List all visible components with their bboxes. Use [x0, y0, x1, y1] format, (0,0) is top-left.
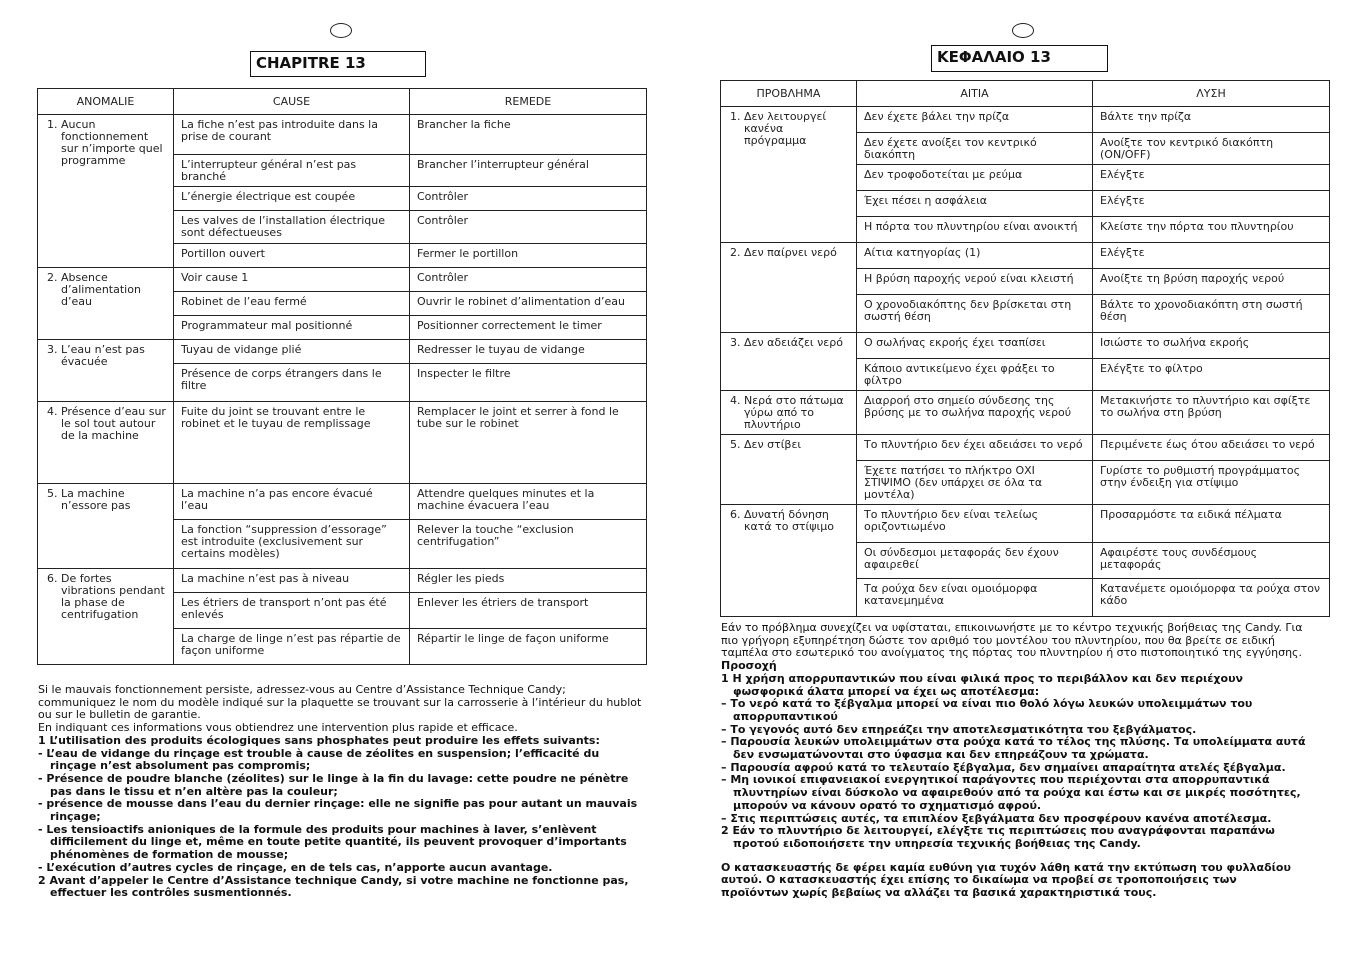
problem-cell — [38, 340, 174, 402]
note-paragraph: – Παρουσία αφρού κατά το τελευταίο ξέβγαλμα, δεν σημαίνει απαραίτητα ατελές ξέβγαλμα. — [721, 760, 1286, 774]
problem-cell — [38, 402, 174, 484]
cause-cell: Fuite du joint se trouvant entre le robinet et le tuyau de remplissage — [174, 402, 410, 484]
remedy-cell: Ελέγξτε — [1093, 191, 1330, 217]
cause-cell: Ο χρονοδιακόπτης δεν βρίσκεται στη σωστή θέση — [857, 295, 1093, 333]
notes-section — [38, 684, 642, 900]
page-number-oval — [1012, 23, 1034, 38]
cause-cell: Έχετε πατήσει το πλήκτρο ΟΧΙ ΣΤΙΨΙΜΟ (δεν υπάρχει σε όλα τα μοντέλα) — [857, 461, 1093, 505]
remedy-cell: Inspecter le filtre — [410, 364, 647, 402]
cause-cell: Portillon ouvert — [174, 244, 410, 268]
remedy-cell: Ελέγξτε — [1093, 165, 1330, 191]
column-header-cause: ΑΙΤΙΑ — [857, 81, 1093, 107]
cause-cell: Tuyau de vidange plié — [174, 340, 410, 364]
table-row — [38, 484, 647, 520]
remedy-cell: Βάλτε την πρίζα — [1093, 107, 1330, 133]
cause-cell: Les valves de l’installation électrique sont défectueuses — [174, 211, 410, 244]
note-paragraph: 1 Η χρήση απορρυπαντικών που είναι φιλικά προς το περιβάλλον και δεν περιέχουν φωσφορικά άλατα μπορεί να έχει ως αποτέλεσμα: — [721, 671, 1244, 698]
problem-label: 5. Δεν στίβει — [730, 438, 802, 451]
table-row — [38, 569, 647, 593]
cause-cell: Présence de corps étrangers dans le filtre — [174, 364, 410, 402]
cause-cell: Les étriers de transport n’ont pas été enlevés — [174, 593, 410, 629]
problem-cell — [721, 107, 857, 243]
remedy-cell: Attendre quelques minutes et la machine évacuera l’eau — [410, 484, 647, 520]
note-paragraph: 1 L’utilisation des produits écologiques sans phosphates peut produire les effets suivants: — [38, 733, 600, 747]
remedy-cell: Positionner correctement le timer — [410, 316, 647, 340]
cause-cell: La fiche n’est pas introduite dans la prise de courant — [174, 115, 410, 155]
problem-cell — [38, 569, 174, 665]
remedy-cell: Ελέγξτε — [1093, 243, 1330, 269]
cause-cell: Αίτια κατηγορίας (1) — [857, 243, 1093, 269]
table-row — [721, 333, 1330, 359]
table-row — [721, 391, 1330, 435]
remedy-cell: Προσαρμόστε τα ειδικά πέλματα — [1093, 505, 1330, 543]
problem-cell — [38, 484, 174, 569]
remedy-cell: Remplacer le joint et serrer à fond le tube sur le robinet — [410, 402, 647, 484]
problem-cell — [721, 243, 857, 333]
cause-cell: Δεν τροφοδοτείται με ρεύμα — [857, 165, 1093, 191]
table-row — [721, 107, 1330, 133]
note-paragraph: – Στις περιπτώσεις αυτές, τα επιπλέον ξεβγάλματα δεν προσφέρουν κανένα αποτέλεσμα. — [721, 811, 1272, 825]
column-header-problem: ANOMALIE — [38, 89, 174, 115]
cause-cell: Robinet de l’eau fermé — [174, 292, 410, 316]
table-row — [38, 115, 647, 155]
table-row — [721, 435, 1330, 461]
remedy-cell: Répartir le linge de façon uniforme — [410, 629, 647, 665]
note-paragraph: Ο κατασκευαστής δε φέρει καμία ευθύνη για τυχόν λάθη κατά την εκτύπωση του φυλλαδίου αυτού. Ο κατασκευαστής έχει επίσης το δικαίωμα να προβεί σε τροποποιήσεις των προϊόντων χωρίς βεβαίως να αλλάζει τα βασικά χαρακτηριστικά τους. — [721, 860, 1291, 900]
remedy-cell: Régler les pieds — [410, 569, 647, 593]
problem-label: 4. Νερά στο πάτωμα γύρω από το πλυντήριο — [730, 394, 844, 431]
note-paragraph: - présence de mousse dans l’eau du dernier rinçage: elle ne signifie pas pour autant un mauvais rinçage; — [38, 797, 638, 824]
problem-label: 5. La machine n’essore pas — [47, 487, 131, 512]
problem-label: 2. Δεν παίρνει νερό — [730, 246, 837, 259]
cause-cell: Το πλυντήριο δεν είναι τελείως οριζοντιωμένο — [857, 505, 1093, 543]
remedy-cell: Γυρίστε το ρυθμιστή προγράμματος στην ένδειξη για στίψιμο — [1093, 461, 1330, 505]
table-row — [38, 402, 647, 484]
note-paragraph: – Μη ιονικοί επιφανειακοί ενεργητικοί παράγοντες που περιέχονται στα απορρυπαντικά πλυντηρίων είναι δύσκολο να αφαιρεθούν από τα ρούχα και έστω και σε μικρές ποσότητες, μπορούν να κάνουν ορατό το σχηματισμό αφρού. — [721, 773, 1301, 812]
page-number-oval — [330, 23, 352, 38]
problem-cell — [721, 333, 857, 391]
cause-cell: La charge de linge n’est pas répartie de façon uniforme — [174, 629, 410, 665]
problem-label: 1. Aucun fonctionnement sur n’importe quel programme — [47, 118, 163, 167]
remedy-cell: Κλείστε την πόρτα του πλυντηρίου — [1093, 217, 1330, 243]
cause-cell: Ο σωλήνας εκροής έχει τσαπίσει — [857, 333, 1093, 359]
spacer — [721, 851, 1307, 862]
cause-cell: La fonction “suppression d’essorage” est introduite (exclusivement sur certains modèles) — [174, 520, 410, 569]
cause-cell: La machine n’a pas encore évacué l’eau — [174, 484, 410, 520]
cause-cell: Έχει πέσει η ασφάλεια — [857, 191, 1093, 217]
remedy-cell: Μετακινήστε το πλυντήριο και σφίξτε το σωλήνα στη βρύση — [1093, 391, 1330, 435]
cause-cell: Η βρύση παροχής νερού είναι κλειστή — [857, 269, 1093, 295]
cause-cell: Το πλυντήριο δεν έχει αδειάσει το νερό — [857, 435, 1093, 461]
problem-label: 3. L’eau n’est pas évacuée — [47, 343, 145, 368]
problem-label: 3. Δεν αδειάζει νερό — [730, 336, 843, 349]
note-paragraph: 2 Εάν το πλυντήριο δε λειτουργεί, ελέγξτε τις περιπτώσεις που αναγράφονται παραπάνω προτού ειδοποιήσετε την υπηρεσία τεχνικής βοήθειας της Candy. — [721, 824, 1275, 850]
problem-label: 4. Présence d’eau sur le sol tout autour de la machine — [47, 405, 166, 442]
remedy-cell: Ανοίξτε τη βρύση παροχής νερού — [1093, 269, 1330, 295]
remedy-cell: Fermer le portillon — [410, 244, 647, 268]
remedy-cell: Βάλτε το χρονοδιακόπτη στη σωστή θέση — [1093, 295, 1330, 333]
cause-cell: Η πόρτα του πλυντηρίου είναι ανοικτή — [857, 217, 1093, 243]
note-paragraph: Εάν το πρόβλημα συνεχίζει να υφίσταται, επικοινωνήστε με το κέντρο τεχνικής βοήθειας της Candy. Για πιο γρήγορη εξυπηρέτηση δώστε τον αριθμό του μοντέλου του πλυντηρίου, που θα βρείτε σε ειδική ταμπέλα στο εσωτερικό του ανοίγματος της πόρτας του πλυντηρίου ή στο πιστοποιητικό της εγγύησης. — [721, 621, 1303, 660]
remedy-cell: Enlever les étriers de transport — [410, 593, 647, 629]
column-header-remedy: ΛΥΣΗ — [1093, 81, 1330, 107]
cause-cell: Κάποιο αντικείμενο έχει φράξει το φίλτρο — [857, 359, 1093, 391]
remedy-cell: Contrôler — [410, 211, 647, 244]
problem-cell — [38, 268, 174, 340]
note-paragraph: Προσοχή — [721, 659, 777, 673]
table-row — [721, 243, 1330, 269]
chapter-title: CHAPITRE 13 — [250, 51, 426, 77]
note-paragraph: 2 Avant d’appeler le Centre d’Assistance technique Candy, si votre machine ne fonctionne pas, effectuer les contrôles susmentionnés. — [38, 873, 629, 900]
table-row — [721, 505, 1330, 543]
remedy-cell: Relever la touche “exclusion centrifugation” — [410, 520, 647, 569]
remedy-cell: Αφαιρέστε τους συνδέσμους μεταφοράς — [1093, 543, 1330, 579]
note-paragraph: - Les tensioactifs anioniques de la formule des produits pour machines à laver, s’enlèvent difficilement du linge et, même en toute petite quantité, ils peuvent provoquer d’importants phénomènes de formation de mousse; — [38, 822, 627, 862]
problem-cell — [721, 435, 857, 505]
cause-cell: Οι σύνδεσμοι μεταφοράς δεν έχουν αφαιρεθεί — [857, 543, 1093, 579]
problem-label: 6. Δυνατή δόνηση κατά το στίψιμο — [730, 508, 834, 533]
table-row — [38, 340, 647, 364]
note-paragraph: - L’eau de vidange du rinçage est trouble à cause de zéolites en suspension; l’efficacité du rinçage n’est absolument pas compromis; — [38, 746, 600, 773]
column-header-remedy: REMEDE — [410, 89, 647, 115]
column-header-problem: ΠΡΟΒΛΗΜΑ — [721, 81, 857, 107]
note-paragraph: – Παρουσία λευκών υπολειμμάτων στα ρούχα κατά το τέλος της πλύσης. Τα υπολείμματα αυτά δεν ενσωματώνονται στο ύφασμα και δεν επηρεάζουν τα χρώματα. — [721, 735, 1306, 762]
problem-label: 1. Δεν λειτουργεί κανένα πρόγραμμα — [730, 110, 827, 147]
remedy-cell: Brancher la fiche — [410, 115, 647, 155]
remedy-cell: Ελέγξτε το φίλτρο — [1093, 359, 1330, 391]
problem-cell — [38, 115, 174, 268]
remedy-cell: Redresser le tuyau de vidange — [410, 340, 647, 364]
remedy-cell: Ισιώστε το σωλήνα εκροής — [1093, 333, 1330, 359]
cause-cell: Τα ρούχα δεν είναι ομοιόμορφα κατανεμημένα — [857, 579, 1093, 617]
remedy-cell: Κατανέμετε ομοιόμορφα τα ρούχα στον κάδο — [1093, 579, 1330, 617]
note-paragraph: En indiquant ces informations vous obtiendrez une intervention plus rapide et efficace. — [38, 721, 518, 735]
remedy-cell: Contrôler — [410, 187, 647, 211]
remedy-cell: Ouvrir le robinet d’alimentation d’eau — [410, 292, 647, 316]
note-paragraph: - Présence de poudre blanche (zéolites) sur le linge à la fin du lavage: cette poudre ne pénètre pas dans le tissu et n’en altère pas la couleur; — [38, 771, 629, 798]
cause-cell: Programmateur mal positionné — [174, 316, 410, 340]
cause-cell: L’interrupteur général n’est pas branché — [174, 155, 410, 187]
problem-cell — [721, 505, 857, 617]
remedy-cell: Brancher l’interrupteur général — [410, 155, 647, 187]
problem-cell — [721, 391, 857, 435]
chapter-title: ΚΕΦΑΛΑΙΟ 13 — [931, 45, 1108, 72]
cause-cell: Δεν έχετε ανοίξει τον κεντρικό διακόπτη — [857, 133, 1093, 165]
note-paragraph: - L’exécution d’autres cycles de rinçage, en de tels cas, n’apporte aucun avantage. — [38, 860, 553, 874]
cause-cell: Διαρροή στο σημείο σύνδεσης της βρύσης με το σωλήνα παροχής νερού — [857, 391, 1093, 435]
column-header-cause: CAUSE — [174, 89, 410, 115]
cause-cell: Voir cause 1 — [174, 268, 410, 292]
remedy-cell: Περιμένετε έως ότου αδειάσει το νερό — [1093, 435, 1330, 461]
remedy-cell: Ανοίξτε τον κεντρικό διακόπτη (ON/OFF) — [1093, 133, 1330, 165]
troubleshooting-table — [720, 80, 1330, 617]
problem-label: 6. De fortes vibrations pendant la phase de centrifugation — [47, 572, 165, 621]
note-paragraph: – Το γεγονός αυτό δεν επηρεάζει την αποτελεσματικότητα του ξεβγάλματος. — [721, 722, 1197, 736]
remedy-cell: Contrôler — [410, 268, 647, 292]
note-paragraph: – Το νερό κατά το ξέβγαλμα μπορεί να είναι πιο θολό λόγω λευκών υπολειμμάτων του απορρυπαντικού — [721, 697, 1253, 723]
troubleshooting-table — [37, 88, 647, 665]
note-paragraph: Si le mauvais fonctionnement persiste, adressez-vous au Centre d’Assistance Technique Candy; communiquez le nom du modèle indiqué sur la plaquette se trouvant sur la carrosserie à l’intérieur du hublot ou sur le bulletin de garantie. — [38, 683, 642, 722]
cause-cell: L’énergie électrique est coupée — [174, 187, 410, 211]
table-row — [38, 268, 647, 292]
cause-cell: La machine n’est pas à niveau — [174, 569, 410, 593]
notes-section — [721, 622, 1307, 900]
cause-cell: Δεν έχετε βάλει την πρίζα — [857, 107, 1093, 133]
problem-label: 2. Absence d’alimentation d’eau — [47, 271, 141, 308]
